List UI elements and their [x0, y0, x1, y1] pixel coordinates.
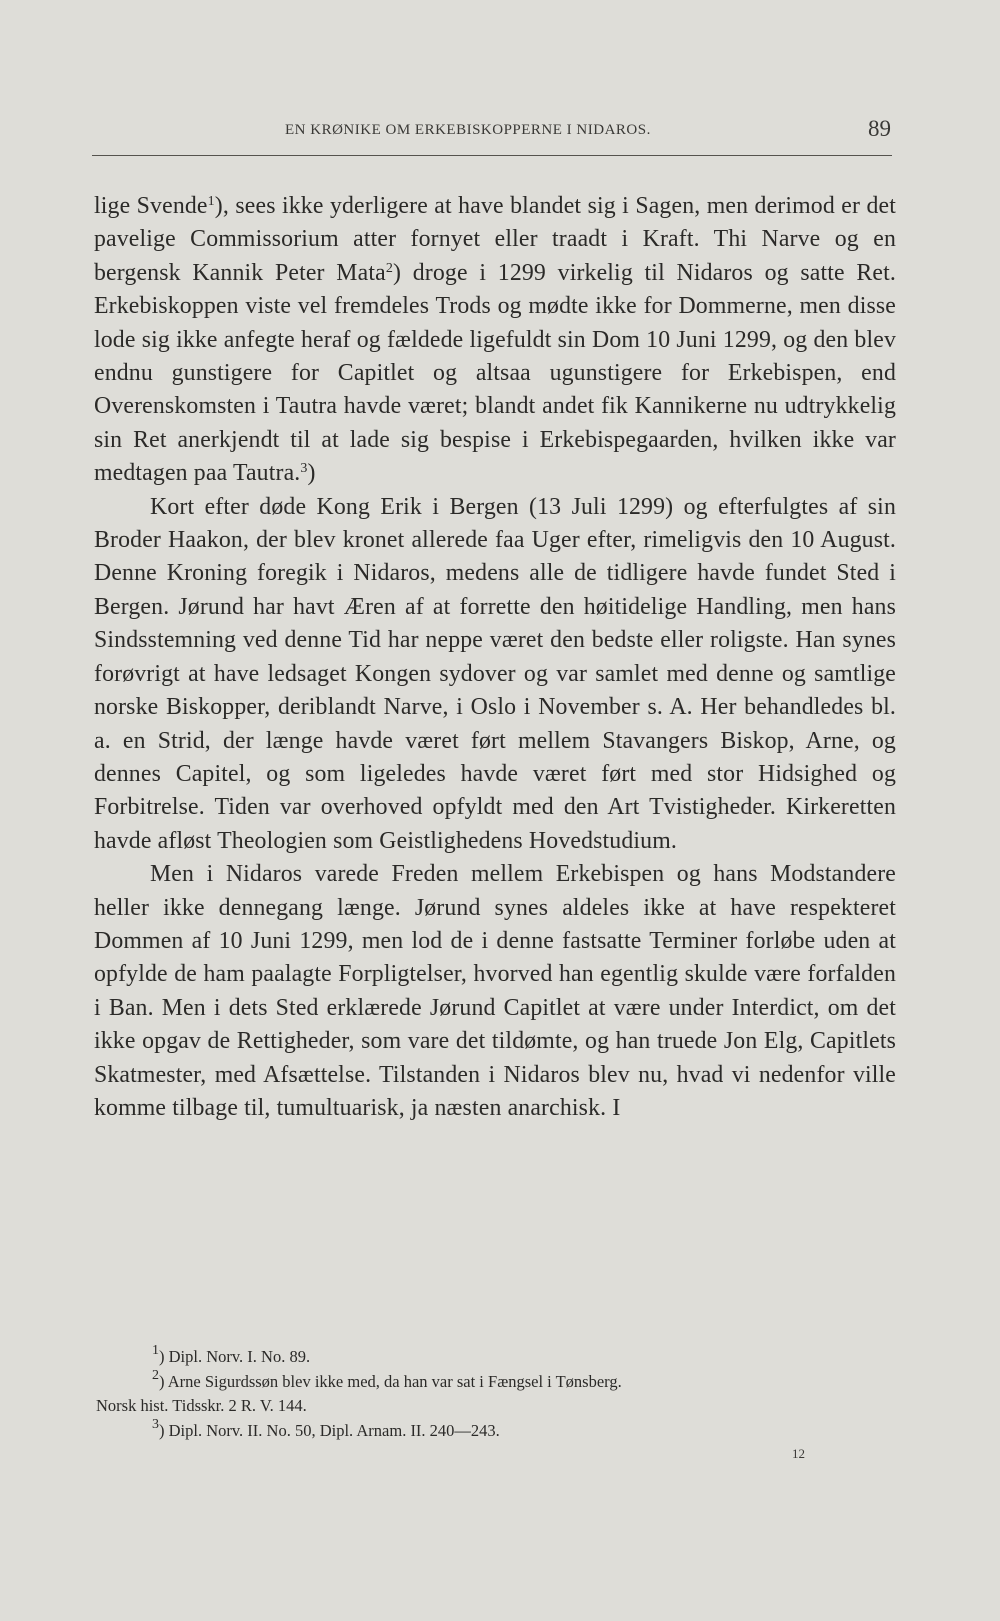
- footnote-mark-3: 3: [152, 1416, 159, 1432]
- footnote-3-text: ) Dipl. Norv. II. No. 50, Dipl. Arnam. II. 240—243.: [159, 1420, 500, 1440]
- footnote-ref-2: 2: [385, 260, 393, 276]
- footnote-3: [96, 1416, 896, 1444]
- main-text: [94, 190, 896, 1125]
- running-title: EN KRØNIKE OM ERKEBISKOPPERNE I NIDAROS.: [285, 122, 651, 138]
- footnotes: [96, 1345, 896, 1443]
- footnote-2-text: ) Arne Sigurdssøn blev ikke med, da han var sat i Fængsel i Tønsberg.: [159, 1371, 622, 1391]
- footnote-mark-2: 2: [152, 1367, 159, 1383]
- footnote-1-text: ) Dipl. Norv. I. No. 89.: [159, 1347, 311, 1366]
- footnote-ref-1: 1: [207, 194, 215, 209]
- header-rule: [92, 155, 892, 156]
- paragraph-1-text-d: ): [307, 460, 316, 487]
- footnote-mark-1: 1: [152, 1343, 159, 1358]
- paragraph-2: Kort efter døde Kong Erik i Bergen (13 Juli 1299) og efterfulgtes af sin Broder Haakon, der blev kronet allerede faa Uger efter, rimeligvis den 10 August. Denne Kroning foregik i Nidaros, medens alle de tidligere havde fundet Sted i Bergen. Jørund har havt Æren af at forrette den høitidelige Handling, men hans Sindsstemning ved denne Tid har neppe været den bedste eller roligste. Han synes forøvrigt at have ledsaget Kongen sydover og var samlet med denne og samtlige norske Biskopper, deriblandt Narve, i Oslo i November s. A. Her behandledes bl. a. en Strid, der længe havde været ført mellem Stavangers Biskop, Arne, og dennes Capitel, og som ligeledes havde været ført med stor Hidsighed og Forbitrelse. Tiden var overhoved opfyldt med den Art Tvistigheder. Kirkeretten havde afløst Theologien som Geistlighedens Hovedstudium.: [94, 493, 896, 854]
- paragraph-1-text-b: ), sees ikke yderligere at have blandet sig i Sagen, men derimod er det pavelige Commissorium atter fornyet eller traadt i Kraft. Thi Narve og en bergensk Kannik Peter Mata: [94, 193, 896, 286]
- footnote-1: [96, 1345, 896, 1370]
- paragraph-3: Men i Nidaros varede Freden mellem Erkebispen og hans Modstandere heller ikke dennegang længe. Jørund synes aldeles ikke at have respekteret Dommen af 10 Juni 1299, men lod de i denne fastsatte Terminer forløbe uden at opfylde de ham paalagte Forpligtelser, hvorved han egentlig skulde være forfalden i Ban. Men i dets Sted erklærede Jørund Capitlet at være under Interdict, om det ikke opgav de Rettigheder, som vare det tildømte, og han truede Jon Elg, Capitlets Skatmester, med Afsættelse. Tilstanden i Nidaros blev nu, hvad vi nedenfor ville komme tilbage til, tumultuarisk, ja næsten anarchisk. I: [94, 861, 896, 1121]
- footnote-2: [96, 1367, 896, 1395]
- footnote-ref-3: 3: [300, 461, 308, 477]
- signature-mark: 12: [792, 1446, 805, 1461]
- page-number: 89: [868, 116, 891, 141]
- paragraph-1-text-c: ) droge i 1299 virkelig til Nidaros og satte Ret. Erkebiskoppen viste vel fremdeles Trods og mødte ikke for Dommerne, men disse lode sig ikke anfegte heraf og fældede ligefuldt sin Dom 10 Juni 1299, og den blev endnu gunstigere for Capitlet og altsaa ugunstigere for Erkebispen, end Overenskomsten i Tautra havde været; blandt andet fik Kannikerne nu udtrykkelig sin Ret anerkjendt til at lade sig bespise i Erkebispegaarden, hvilken ikke var medtagen paa Tautra.: [94, 259, 896, 487]
- paragraph-1: [94, 190, 896, 491]
- paragraph-1-text-a: lige Svende: [94, 193, 208, 219]
- footnote-2-continuation: Norsk hist. Tidsskr. 2 R. V. 144.: [96, 1396, 307, 1415]
